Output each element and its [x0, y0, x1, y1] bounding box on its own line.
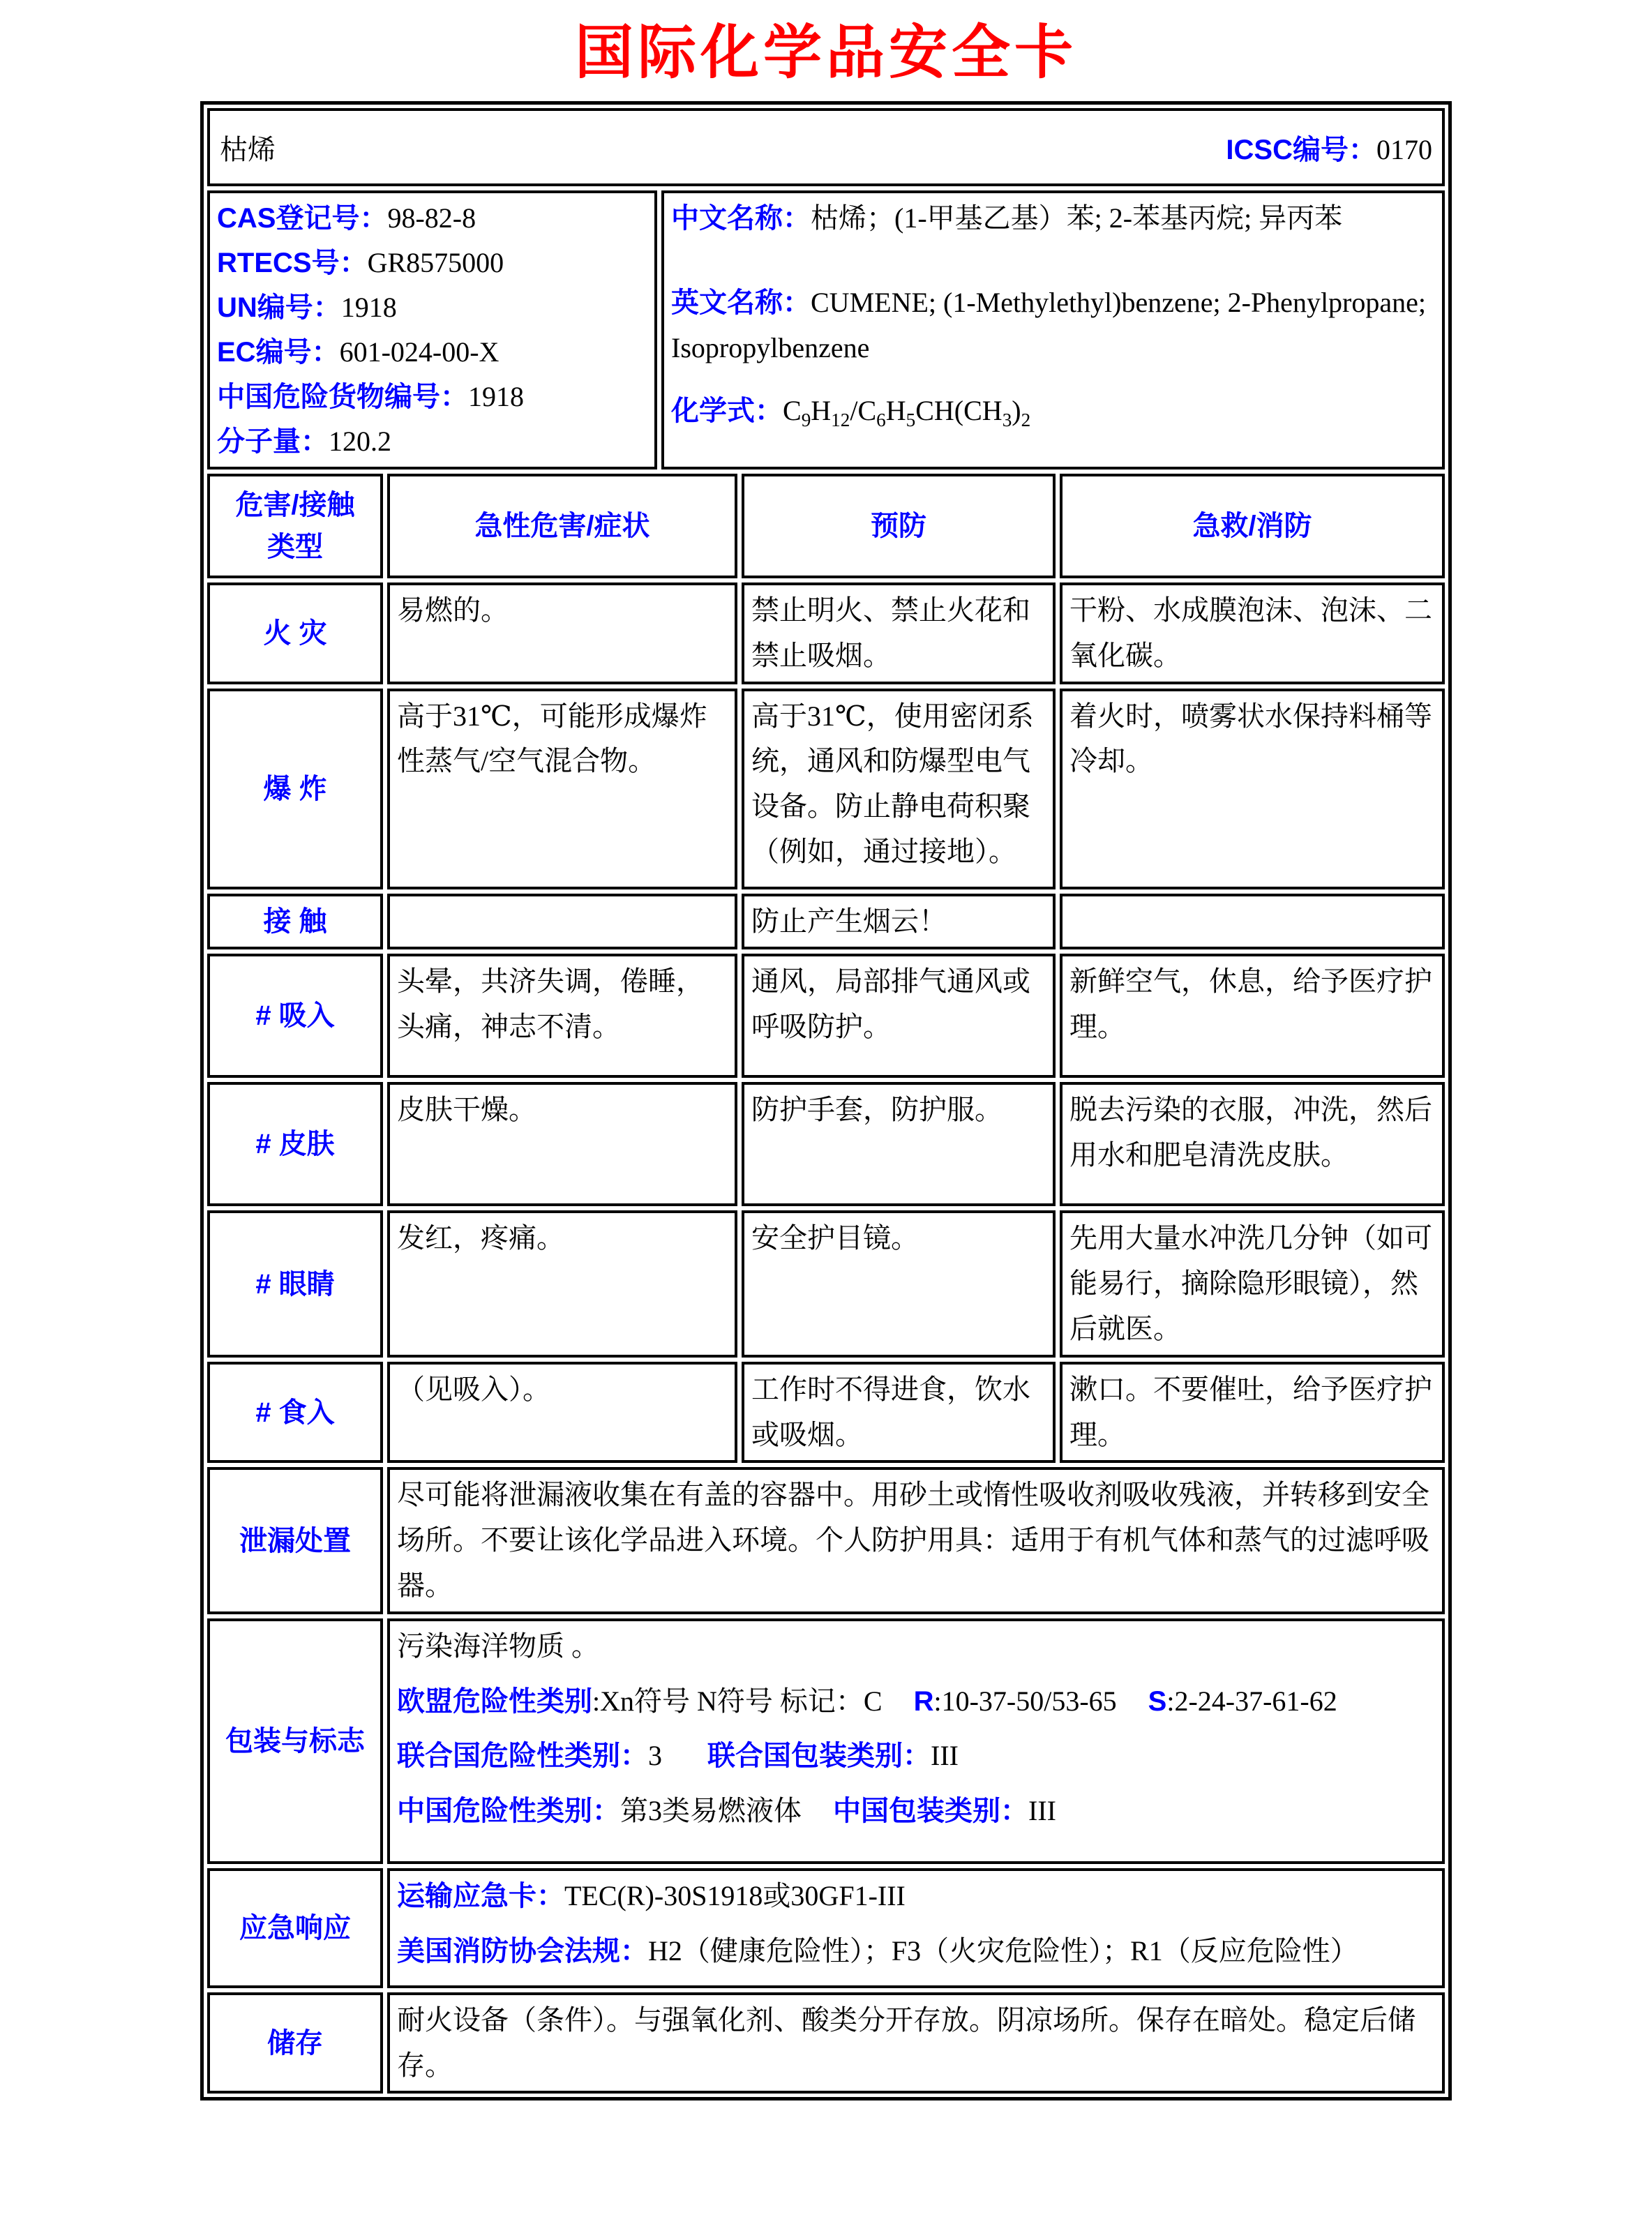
identifier-item — [217, 375, 647, 419]
firstaid-header: 急救/消防 — [1060, 474, 1445, 578]
page — [0, 6, 1652, 2100]
hazard-row-ingestion — [207, 1362, 1445, 1464]
symptoms-cell — [387, 894, 737, 950]
firstaid-cell: 新鲜空气，休息，给予医疗护理。 — [1060, 954, 1445, 1078]
chinese-name-line — [671, 196, 1435, 241]
symptoms-cell: 头晕，共济失调，倦睡，头痛，神志不清。 — [387, 954, 737, 1078]
eu-class-text: :Xn符号 N符号 标记：C — [592, 1685, 883, 1717]
tec-label: 运输应急卡： — [397, 1880, 564, 1911]
chemical-name: 枯烯 — [220, 133, 276, 165]
un-class-value: 3 — [648, 1740, 662, 1772]
cn-class-value: 第3类易燃液体 — [620, 1795, 802, 1827]
hazard-row-explosion — [207, 689, 1445, 889]
prevention-cell: 通风，局部排气通风或呼吸防护。 — [742, 954, 1056, 1078]
packaging-row — [207, 1618, 1445, 1864]
card-header-cell — [207, 108, 1445, 186]
chinese-name-label: 中文名称： — [671, 203, 811, 234]
nfpa-line — [397, 1929, 1435, 1974]
storage-label: 储存 — [207, 1992, 383, 2094]
icsc-number-value: 0170 — [1376, 133, 1432, 165]
identifier-item — [217, 196, 647, 241]
names-cell — [661, 190, 1445, 469]
prevention-cell: 防护手套，防护服。 — [742, 1082, 1056, 1206]
eu-class-label: 欧盟危险性类别 — [397, 1685, 592, 1717]
identifier-value: 120.2 — [329, 426, 391, 457]
firstaid-cell: 着火时，喷雾状水保持料桶等冷却。 — [1060, 689, 1445, 889]
identifier-value: GR8575000 — [367, 247, 504, 278]
symptoms-cell: （见吸入）。 — [387, 1362, 737, 1464]
hazard-header-row — [207, 474, 1445, 578]
storage-row — [207, 1992, 1445, 2094]
card-header-row — [207, 108, 1445, 186]
un-pack-label: 联合国包装类别： — [707, 1741, 931, 1772]
s-phrases-value: :2-24-37-61-62 — [1166, 1685, 1337, 1717]
identifiers-cell — [207, 190, 657, 469]
hazard-label: 接 触 — [207, 894, 383, 950]
formula-value: $C_9H_{12}/C_6H_5CH(CH_3)_2$ — [783, 395, 1031, 431]
spill-text: 尽可能将泄漏液收集在有盖的容器中。用砂土或惰性吸收剂吸收残液，并转移到安全场所。不要让该化学品进入环境。个人防护用具：适用于有机气体和蒸气的过滤呼吸器。 — [387, 1467, 1445, 1614]
hazard-label: 爆 炸 — [207, 689, 383, 889]
cn-pack-value: III — [1028, 1795, 1056, 1827]
prevention-cell: 禁止明火、禁止火花和禁止吸烟。 — [742, 583, 1056, 684]
transport-emergency-card-line — [397, 1874, 1435, 1919]
r-phrases-value: :10-37-50/53-65 — [933, 1685, 1117, 1717]
icsc-number-label: ICSC编号： — [1226, 134, 1376, 165]
icsc-number — [1226, 128, 1432, 167]
prevention-cell: 工作时不得进食，饮水或吸烟。 — [742, 1362, 1056, 1464]
hazard-row-inhalation — [207, 954, 1445, 1078]
safety-card — [200, 101, 1452, 2100]
nfpa-value: H2（健康危险性）；F3（火灾危险性）；R1（反应危险性） — [648, 1934, 1358, 1967]
packaging-label: 包装与标志 — [207, 1618, 383, 1864]
prevention-header: 预防 — [742, 474, 1056, 578]
identifier-value: 1918 — [340, 292, 397, 323]
hazard-label: # 皮肤 — [207, 1082, 383, 1206]
formula-label: 化学式： — [671, 396, 783, 427]
nfpa-label: 美国消防协会法规： — [397, 1935, 648, 1967]
identifier-value: 98-82-8 — [387, 202, 476, 234]
prevention-cell: 防止产生烟云！ — [742, 894, 1056, 950]
identifier-item — [217, 419, 647, 464]
cn-pack-label: 中国包装类别： — [833, 1796, 1028, 1827]
identifier-label: 分子量： — [217, 426, 329, 457]
prevention-cell: 安全护目镜。 — [742, 1210, 1056, 1357]
un-classification-line — [397, 1734, 1435, 1779]
s-phrases-label: S — [1148, 1685, 1167, 1717]
symptoms-cell: 发红，疼痛。 — [387, 1210, 737, 1357]
symptoms-cell: 高于31℃，可能形成爆炸性蒸气/空气混合物。 — [387, 689, 737, 889]
hazard-row-contact — [207, 894, 1445, 950]
spill-row — [207, 1467, 1445, 1614]
firstaid-cell — [1060, 894, 1445, 950]
identifier-label: RTECS号： — [217, 248, 368, 278]
hazard-label: 火 灾 — [207, 583, 383, 684]
identifier-label: CAS登记号： — [217, 203, 388, 234]
emergency-content — [387, 1868, 1445, 1988]
identifier-item — [217, 330, 647, 375]
identifiers-row — [207, 190, 1445, 469]
emergency-label: 应急响应 — [207, 1868, 383, 1988]
identifier-label: EC编号： — [217, 337, 340, 368]
tec-value: TEC(R)-30S1918或30GF1-III — [564, 1879, 906, 1911]
hazard-row-eyes — [207, 1210, 1445, 1357]
identifier-label: 中国危险货物编号： — [217, 382, 468, 412]
eu-classification-line — [397, 1679, 1435, 1724]
packaging-content — [387, 1618, 1445, 1864]
hazard-type-header-line1: 危害/接触 — [235, 490, 355, 520]
identifier-item — [217, 241, 647, 285]
hazard-label: # 食入 — [207, 1362, 383, 1464]
chinese-name-value: 枯烯；(1-甲基乙基）苯; 2-苯基丙烷; 异丙苯 — [811, 202, 1343, 234]
prevention-cell: 高于31℃，使用密闭系统，通风和防爆型电气设备。防止静电荷积聚（例如，通过接地）。 — [742, 689, 1056, 889]
firstaid-cell: 干粉、水成膜泡沫、泡沫、二氧化碳。 — [1060, 583, 1445, 684]
spill-label: 泄漏处置 — [207, 1467, 383, 1614]
english-name-label: 英文名称： — [671, 287, 811, 318]
marine-pollutant-line: 污染海洋物质 。 — [397, 1630, 599, 1662]
symptoms-cell: 皮肤干燥。 — [387, 1082, 737, 1206]
cn-classification-line — [397, 1789, 1435, 1834]
hazard-row-skin — [207, 1082, 1445, 1206]
identifier-value: 601-024-00-X — [339, 336, 500, 368]
symptoms-header: 急性危害/症状 — [387, 474, 737, 578]
cn-class-label: 中国危险性类别： — [397, 1796, 620, 1827]
un-pack-value: III — [931, 1740, 959, 1772]
english-name-line — [671, 280, 1440, 371]
r-phrases-label: R — [913, 1685, 934, 1717]
firstaid-cell: 漱口。不要催吐，给予医疗护理。 — [1060, 1362, 1445, 1464]
hazard-row-fire — [207, 583, 1445, 684]
hazard-type-header — [207, 474, 383, 578]
hazard-label: # 眼睛 — [207, 1210, 383, 1357]
document-title: 国际化学品安全卡 — [574, 21, 1077, 86]
hazard-type-header-line2: 类型 — [267, 532, 323, 562]
un-class-label: 联合国危险性类别： — [397, 1741, 648, 1772]
english-name-value: CUMENE; (1-Methylethyl)benzene; 2-Phenylpropane; Isopropylbenzene — [671, 286, 1440, 363]
identifier-item — [217, 285, 647, 330]
firstaid-cell: 脱去污染的衣服，冲洗，然后用水和肥皂清洗皮肤。 — [1060, 1082, 1445, 1206]
hazard-label: # 吸入 — [207, 954, 383, 1078]
identifier-label: UN编号： — [217, 292, 341, 323]
emergency-row — [207, 1868, 1445, 1988]
identifier-value: 1918 — [468, 381, 524, 412]
symptoms-cell: 易燃的。 — [387, 583, 737, 684]
storage-text: 耐火设备（条件）。与强氧化剂、酸类分开存放。阴凉场所。保存在暗处。稳定后储存。 — [387, 1992, 1445, 2094]
formula-line — [671, 389, 1435, 434]
firstaid-cell: 先用大量水冲洗几分钟（如可能易行，摘除隐形眼镜），然后就医。 — [1060, 1210, 1445, 1357]
